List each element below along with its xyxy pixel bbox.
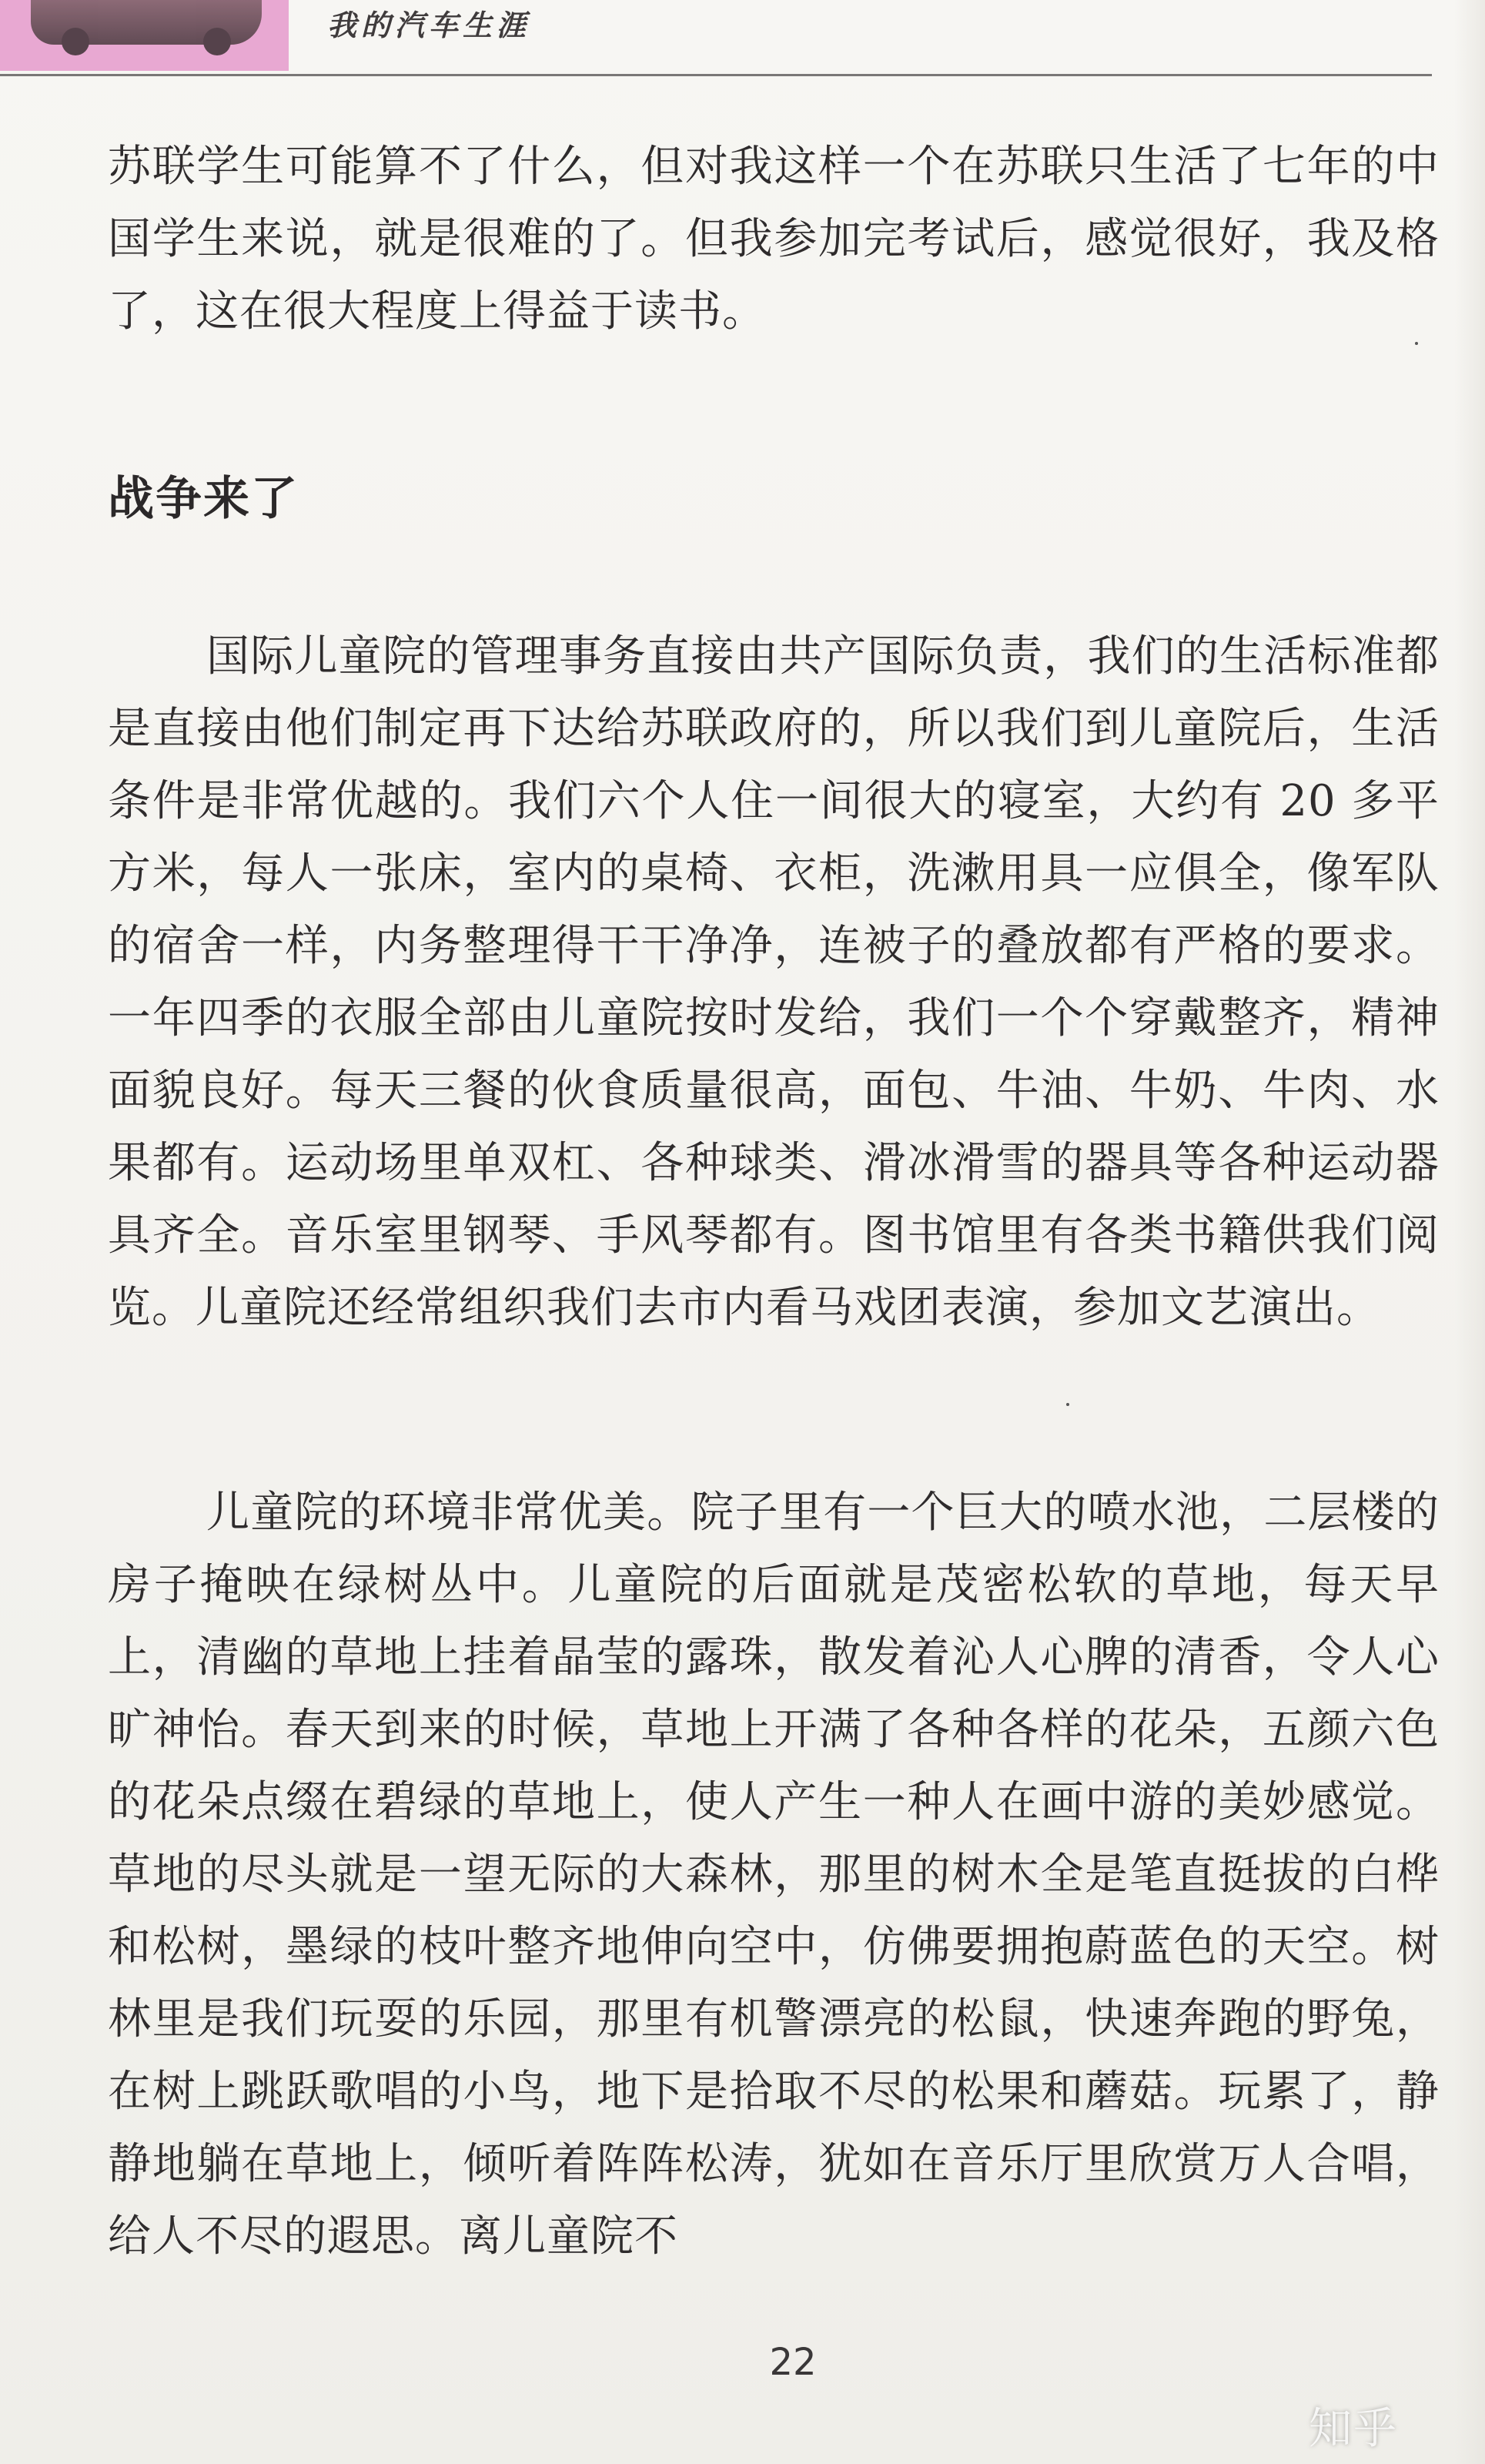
header-rule (0, 74, 1432, 76)
speck (1415, 342, 1418, 345)
paragraph-3: 儿童院的环境非常优美。院子里有一个巨大的喷水池，二层楼的房子掩映在绿树丛中。儿童院的后面就是茂密松软的草地，每天早上，清幽的草地上挂着晶莹的露珠，散发着沁人心脾的清香，令人心旷神怡。春天到来的时候，草地上开满了各种各样的花朵，五颜六色的花朵点缀在碧绿的草地上，使人产生一种人在画中游的美妙感觉。草地的尽头就是一望无际的大森林，那里的树木全是笔直挺拔的白桦和松树，墨绿的枝叶整齐地伸向空中，仿佛要拥抱蔚蓝色的天空。树林里是我们玩耍的乐园，那里有机警漂亮的松鼠，快速奔跑的野兔，在树上跳跃歌唱的小鸟，地下是拾取不尽的松果和蘑菇。玩累了，静静地躺在草地上，倾听着阵阵松涛，犹如在音乐厅里欣赏万人合唱，给人不尽的遐思。离儿童院不 (108, 1488, 1440, 2261)
paragraph-2: 国际儿童院的管理事务直接由共产国际负责，我们的生活标准都是直接由他们制定再下达给苏联政府的，所以我们到儿童院后，生活条件是非常优越的。我们六个人住一间很大的寝室，大约有 20 多平方米，每人一张床，室内的桌椅、衣柜，洗漱用具一应俱全，像军队的宿舍一样，内务整理得干干净净，连被子的叠放都有严格的要求。一年四季的衣服全部由儿童院按时发给，我们一个个穿戴整齐，精神面貌良好。每天三餐的伙食质量很高，面包、牛油、牛奶、牛肉、水果都有。运动场里单双杠、各种球类、滑冰滑雪的器具等各种运动器具齐全。音乐室里钢琴、手风琴都有。图书馆里有各类书籍供我们阅览。儿童院还经常组织我们去市内看马戏团表演，参加文艺演出。 (108, 631, 1440, 1333)
page-number: 22 (769, 2341, 817, 2384)
section-heading: 战争来了 (108, 472, 299, 526)
running-head: 我的汽车生涯 (327, 8, 531, 42)
paragraph-1: 苏联学生可能算不了什么，但对我这样一个在苏联只生活了七年的中国学生来说，就是很难的了。但我参加完考试后，感觉很好，我及格了，这在很大程度上得益于读书。 (108, 142, 1440, 336)
zhihu-watermark: 知乎 (1309, 2404, 1398, 2454)
header-color-band (0, 0, 289, 71)
speck (1066, 1403, 1069, 1406)
car-illustration-icon (31, 0, 262, 45)
